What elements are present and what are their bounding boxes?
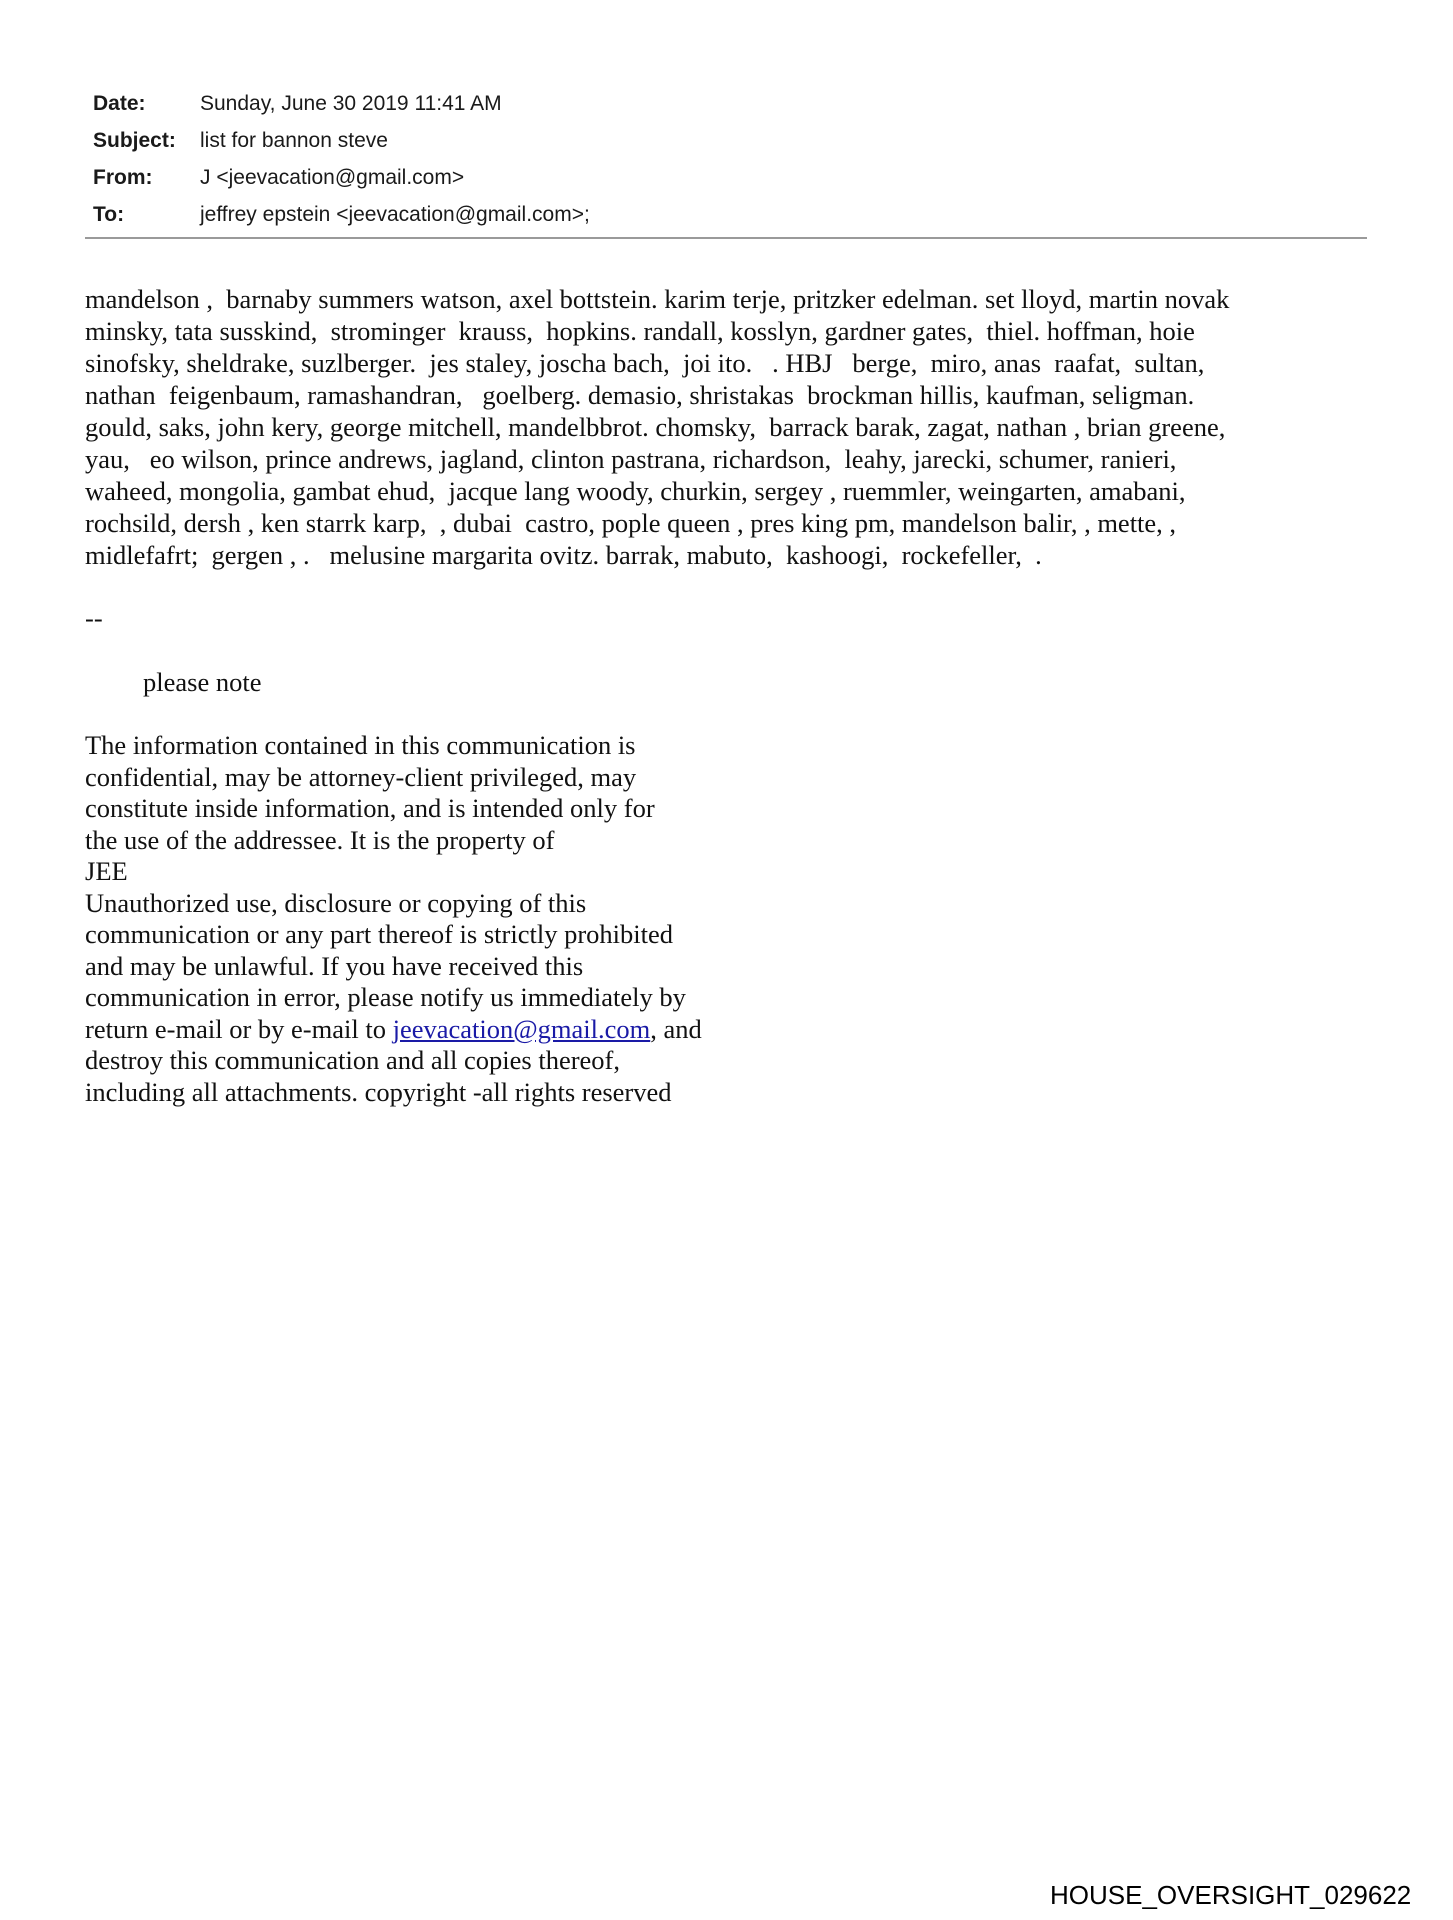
header-divider (85, 237, 1367, 239)
date-label: Date: (93, 92, 146, 115)
to-label: To: (93, 203, 125, 226)
date-value: Sunday, June 30 2019 11:41 AM (200, 92, 502, 115)
body-line: mandelson , barnaby summers watson, axel bottstein. karim terje, pritzker edelman. set lloyd, martin novak (85, 284, 1230, 314)
disclaimer-link-suffix: , and (650, 1013, 702, 1044)
header-row-to (93, 201, 590, 238)
disclaimer-line: communication in error, please notify us immediately by (85, 982, 686, 1012)
disclaimer-line: communication or any part thereof is strictly prohibited (85, 919, 673, 949)
please-note: please note (143, 667, 262, 697)
confidentiality-disclaimer (85, 730, 702, 1108)
from-label: From: (93, 166, 153, 189)
body-line: gould, saks, john kery, george mitchell, mandelbbrot. chomsky, barrack barak, zagat, nathan , brian greene, (85, 412, 1226, 442)
disclaimer-link-line (85, 1014, 702, 1046)
bates-stamp: HOUSE_OVERSIGHT_029622 (1050, 1880, 1412, 1910)
disclaimer-line: including all attachments. copyright -all rights reserved (85, 1076, 672, 1107)
disclaimer-line: destroy this communication and all copies thereof, (85, 1045, 621, 1075)
body-line: nathan feigenbaum, ramashandran, goelberg. demasio, shristakas brockman hillis, kaufman, seligman. (85, 380, 1195, 410)
body-line: rochsild, dersh , ken starrk karp, , dubai castro, pople queen , pres king pm, mandelson balir, , mette, , (85, 508, 1177, 538)
disclaimer-line: and may be unlawful. If you have received this (85, 950, 584, 981)
subject-label: Subject: (93, 129, 176, 152)
header-row-subject (93, 127, 590, 164)
email-body (85, 283, 1229, 571)
disclaimer-line: constitute inside information, and is intended only for (85, 793, 655, 823)
disclaimer-line: JEE (85, 856, 128, 886)
header-row-from (93, 164, 590, 201)
from-value: J <jeevacation@gmail.com> (200, 166, 465, 189)
email-link[interactable]: jeevacation@gmail.com (392, 1013, 651, 1044)
body-line: midlefafrt; gergen , . melusine margarita ovitz. barrak, mabuto, kashoogi, rockefeller, . (85, 540, 1042, 570)
disclaimer-line: Unauthorized use, disclosure or copying of this (85, 887, 587, 918)
body-line: yau, eo wilson, prince andrews, jagland, clinton pastrana, richardson, leahy, jarecki, schumer, ranieri, (85, 444, 1177, 474)
subject-value: list for bannon steve (200, 129, 388, 152)
header-row-date (93, 90, 590, 127)
body-line: sinofsky, sheldrake, suzlberger. jes staley, joscha bach, joi ito. . HBJ berge, miro, anas raafat, sultan, (85, 348, 1205, 378)
disclaimer-line: confidential, may be attorney-client privileged, may (85, 761, 637, 792)
disclaimer-line: The information contained in this communication is (85, 730, 636, 760)
disclaimer-link-prefix: return e-mail or by e-mail to (85, 1013, 393, 1044)
disclaimer-line: the use of the addressee. It is the property of (85, 824, 555, 855)
signature-separator: -- (85, 603, 103, 633)
to-value: jeffrey epstein <jeevacation@gmail.com>; (200, 203, 590, 226)
body-line: waheed, mongolia, gambat ehud, jacque lang woody, churkin, sergey , ruemmler, weingarten, amabani, (85, 476, 1186, 506)
body-line: minsky, tata susskind, strominger krauss, hopkins. randall, kosslyn, gardner gates, thiel. hoffman, hoie (85, 316, 1195, 346)
email-header (93, 90, 590, 238)
